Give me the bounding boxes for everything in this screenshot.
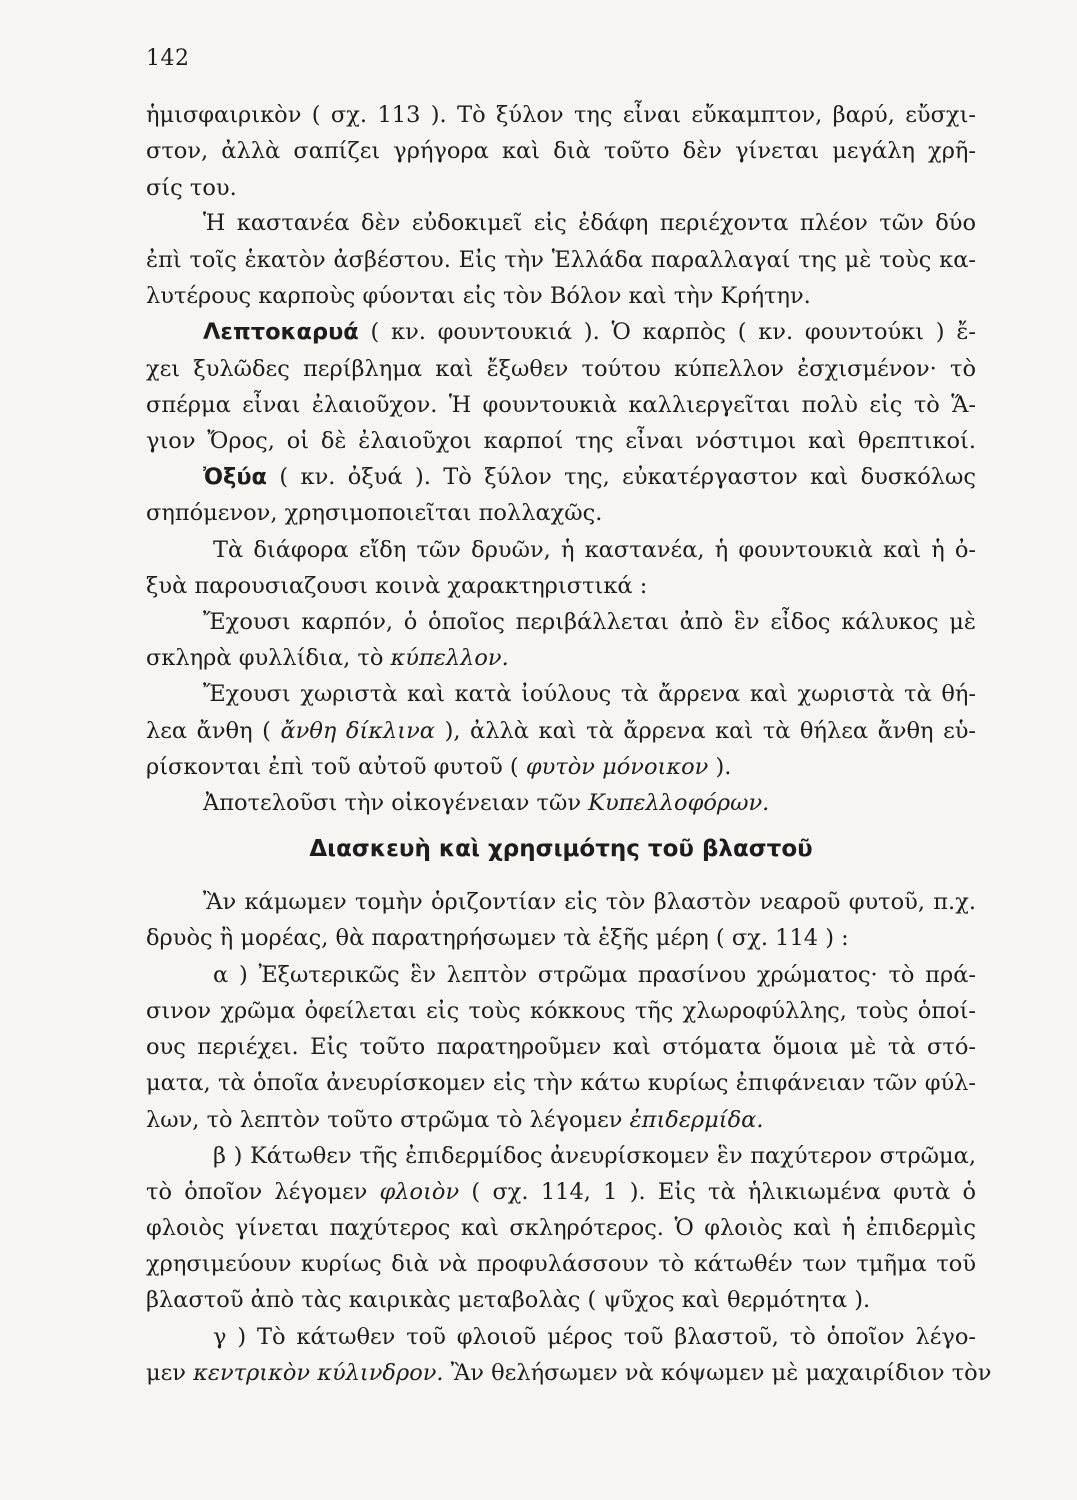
text-line: Τὰ διάφορα εἴδη τῶν δρυῶν, ἡ καστανέα, ἡ φουντουκιὰ καὶ ἡ ὀ- [213, 537, 976, 563]
text-line: λεα ἄνθη ( ἄνθη δίκλινα ), ἀλλὰ καὶ τὰ ἄρρενα καὶ τὰ θήλεα ἄνθη εὑ- [146, 718, 977, 744]
text-line: Ὀξύα ( κν. ὀξυά ). Τὸ ξύλον της, εὐκατέργαστον καὶ δυσκόλως [203, 464, 976, 490]
text-line: φλοιὸς γίνεται παχύτερος καὶ σκληρότερος. Ὁ φλοιὸς καὶ ἡ ἐπιδερμὶς [146, 1215, 976, 1241]
text-line: ἐπὶ τοῖς ἑκατὸν ἀσβέστου. Εἰς τὴν Ἑλλάδα παραλλαγαί της μὲ τοὺς κα- [146, 247, 976, 273]
text-line: στον, ἀλλὰ σαπίζει γρήγορα καὶ διὰ τοῦτο δὲν γίνεται μεγάλη χρῆ- [146, 138, 976, 164]
term-italic: φυτὸν μόνοικον [525, 754, 709, 780]
text-line: Ἔχουσι καρπόν, ὁ ὁποῖος περιβάλλεται ἀπὸ ἓν εἶδος κάλυκος μὲ [203, 609, 976, 635]
term-bold: Λεπτοκαρυά [203, 319, 359, 345]
page-number: 142 [146, 46, 190, 71]
text-line: τὸ ὁποῖον λέγομεν φλοιὸν ( σχ. 114, 1 ). Εἰς τὰ ἡλικιωμένα φυτὰ ὁ [146, 1179, 976, 1205]
text-line: ξυὰ παρουσιαζουσι κοινὰ χαρακτηριστικά : [146, 573, 648, 599]
text-line: ματα, τὰ ὁποῖα ἀνευρίσκομεν εἰς τὴν κάτω κυρίως ἐπιφάνειαν τῶν φύλ- [146, 1070, 976, 1096]
text-line: σινον χρῶμα ὀφείλεται εἰς τοὺς κόκκους τῆς χλωροφύλλης, τοὺς ὁποί- [146, 998, 976, 1024]
text-line: μεν κεντρικὸν κύλινδρον. Ἂν θελήσωμεν νὰ κόψωμεν μὲ μαχαιρίδιον τὸν [146, 1360, 992, 1386]
text-line: σπέρμα εἶναι ἐλαιοῦχον. Ἡ φουντουκιὰ καλλιεργεῖται πολὺ εἰς τὸ Ἅ- [146, 392, 976, 418]
text-line: λυτέρους καρποὺς φύονται εἰς τὸν Βόλον καὶ τὴν Κρήτην. [146, 283, 811, 309]
text-line: Ἂν κάμωμεν τομὴν ὁριζοντίαν εἰς τὸν βλαστὸν νεαροῦ φυτοῦ, π.χ. [203, 889, 976, 915]
text-line: δρυὸς ἢ μορέας, θὰ παρατηρήσωμεν τὰ ἑξῆς μέρη ( σχ. 114 ) : [146, 925, 849, 951]
text-line: σηπόμενον, χρησιμοποιεῖται πολλαχῶς. [146, 500, 603, 526]
text-line: σκληρὰ φυλλίδια, τὸ κύπελλον. [146, 645, 509, 671]
term-italic: φλοιὸν [379, 1179, 460, 1205]
text-line: ρίσκονται ἐπὶ τοῦ αὐτοῦ φυτοῦ ( φυτὸν μόνοικον ). [146, 754, 732, 780]
term-italic: ἄνθη δίκλινα [280, 718, 436, 744]
text-line: χρησιμεύουν κυρίως διὰ νὰ προφυλάσσουν τὸ κάτωθέν των τμῆμα τοῦ [146, 1251, 976, 1277]
term-italic: κεντρικὸν κύλινδρον. [193, 1360, 444, 1386]
section-heading: Διασκευὴ καὶ χρησιμότης τοῦ βλαστοῦ [309, 836, 813, 862]
text-line: λων, τὸ λεπτὸν τοῦτο στρῶμα τὸ λέγομεν ἐπιδερμίδα. [146, 1107, 764, 1133]
text-line: βλαστοῦ ἀπὸ τὰς καιρικὰς μεταβολὰς ( ψῦχος καὶ θερμότητα ). [146, 1287, 871, 1313]
text-line: Ἔχουσι χωριστὰ καὶ κατὰ ἰούλους τὰ ἄρρενα καὶ χωριστὰ τὰ θή- [203, 681, 976, 707]
term-bold: Ὀξύα [203, 464, 268, 490]
text-line: γ ) Τὸ κάτωθεν τοῦ φλοιοῦ μέρος τοῦ βλαστοῦ, τὸ ὁποῖον λέγο- [213, 1324, 976, 1350]
term-italic: Κυπελλοφόρων. [588, 790, 770, 816]
text-line: α ) Ἐξωτερικῶς ἓν λεπτὸν στρῶμα πρασίνου χρώματος· τὸ πρά- [213, 962, 976, 988]
text-line: χει ξυλῶδες περίβλημα καὶ ἔξωθεν τούτου κύπελλον ἐσχισμένον· τὸ [146, 356, 976, 382]
term-italic: ἐπιδερμίδα. [629, 1107, 764, 1133]
text-line: Ἡ καστανέα δὲν εὐδοκιμεῖ εἰς ἐδάφη περιέχοντα πλέον τῶν δύο [203, 210, 976, 236]
text-line: σίς του. [146, 175, 237, 201]
text-line: β ) Κάτωθεν τῆς ἐπιδερμίδος ἀνευρίσκομεν ἓν παχύτερον στρῶμα, [213, 1143, 976, 1169]
text-line: Λεπτοκαρυά ( κν. φουντουκιά ). Ὁ καρπὸς ( κν. φουντούκι ) ἔ- [203, 319, 976, 345]
text-line: ους περιέχει. Εἰς τοῦτο παρατηροῦμεν καὶ στόματα ὅμοια μὲ τὰ στό- [146, 1034, 976, 1060]
text-line: Ἀποτελοῦσι τὴν οἰκογένειαν τῶν Κυπελλοφόρων. [203, 790, 770, 816]
text-line: ἡμισφαιρικὸν ( σχ. 113 ). Τὸ ξύλον της εἶναι εὔκαμπτον, βαρύ, εὔσχι- [146, 102, 976, 128]
text-line: γιον Ὄρος, οἱ δὲ ἐλαιοῦχοι καρποί της εἶναι νόστιμοι καὶ θρεπτικοί. [146, 428, 976, 454]
term-italic: κύπελλον. [390, 645, 509, 671]
